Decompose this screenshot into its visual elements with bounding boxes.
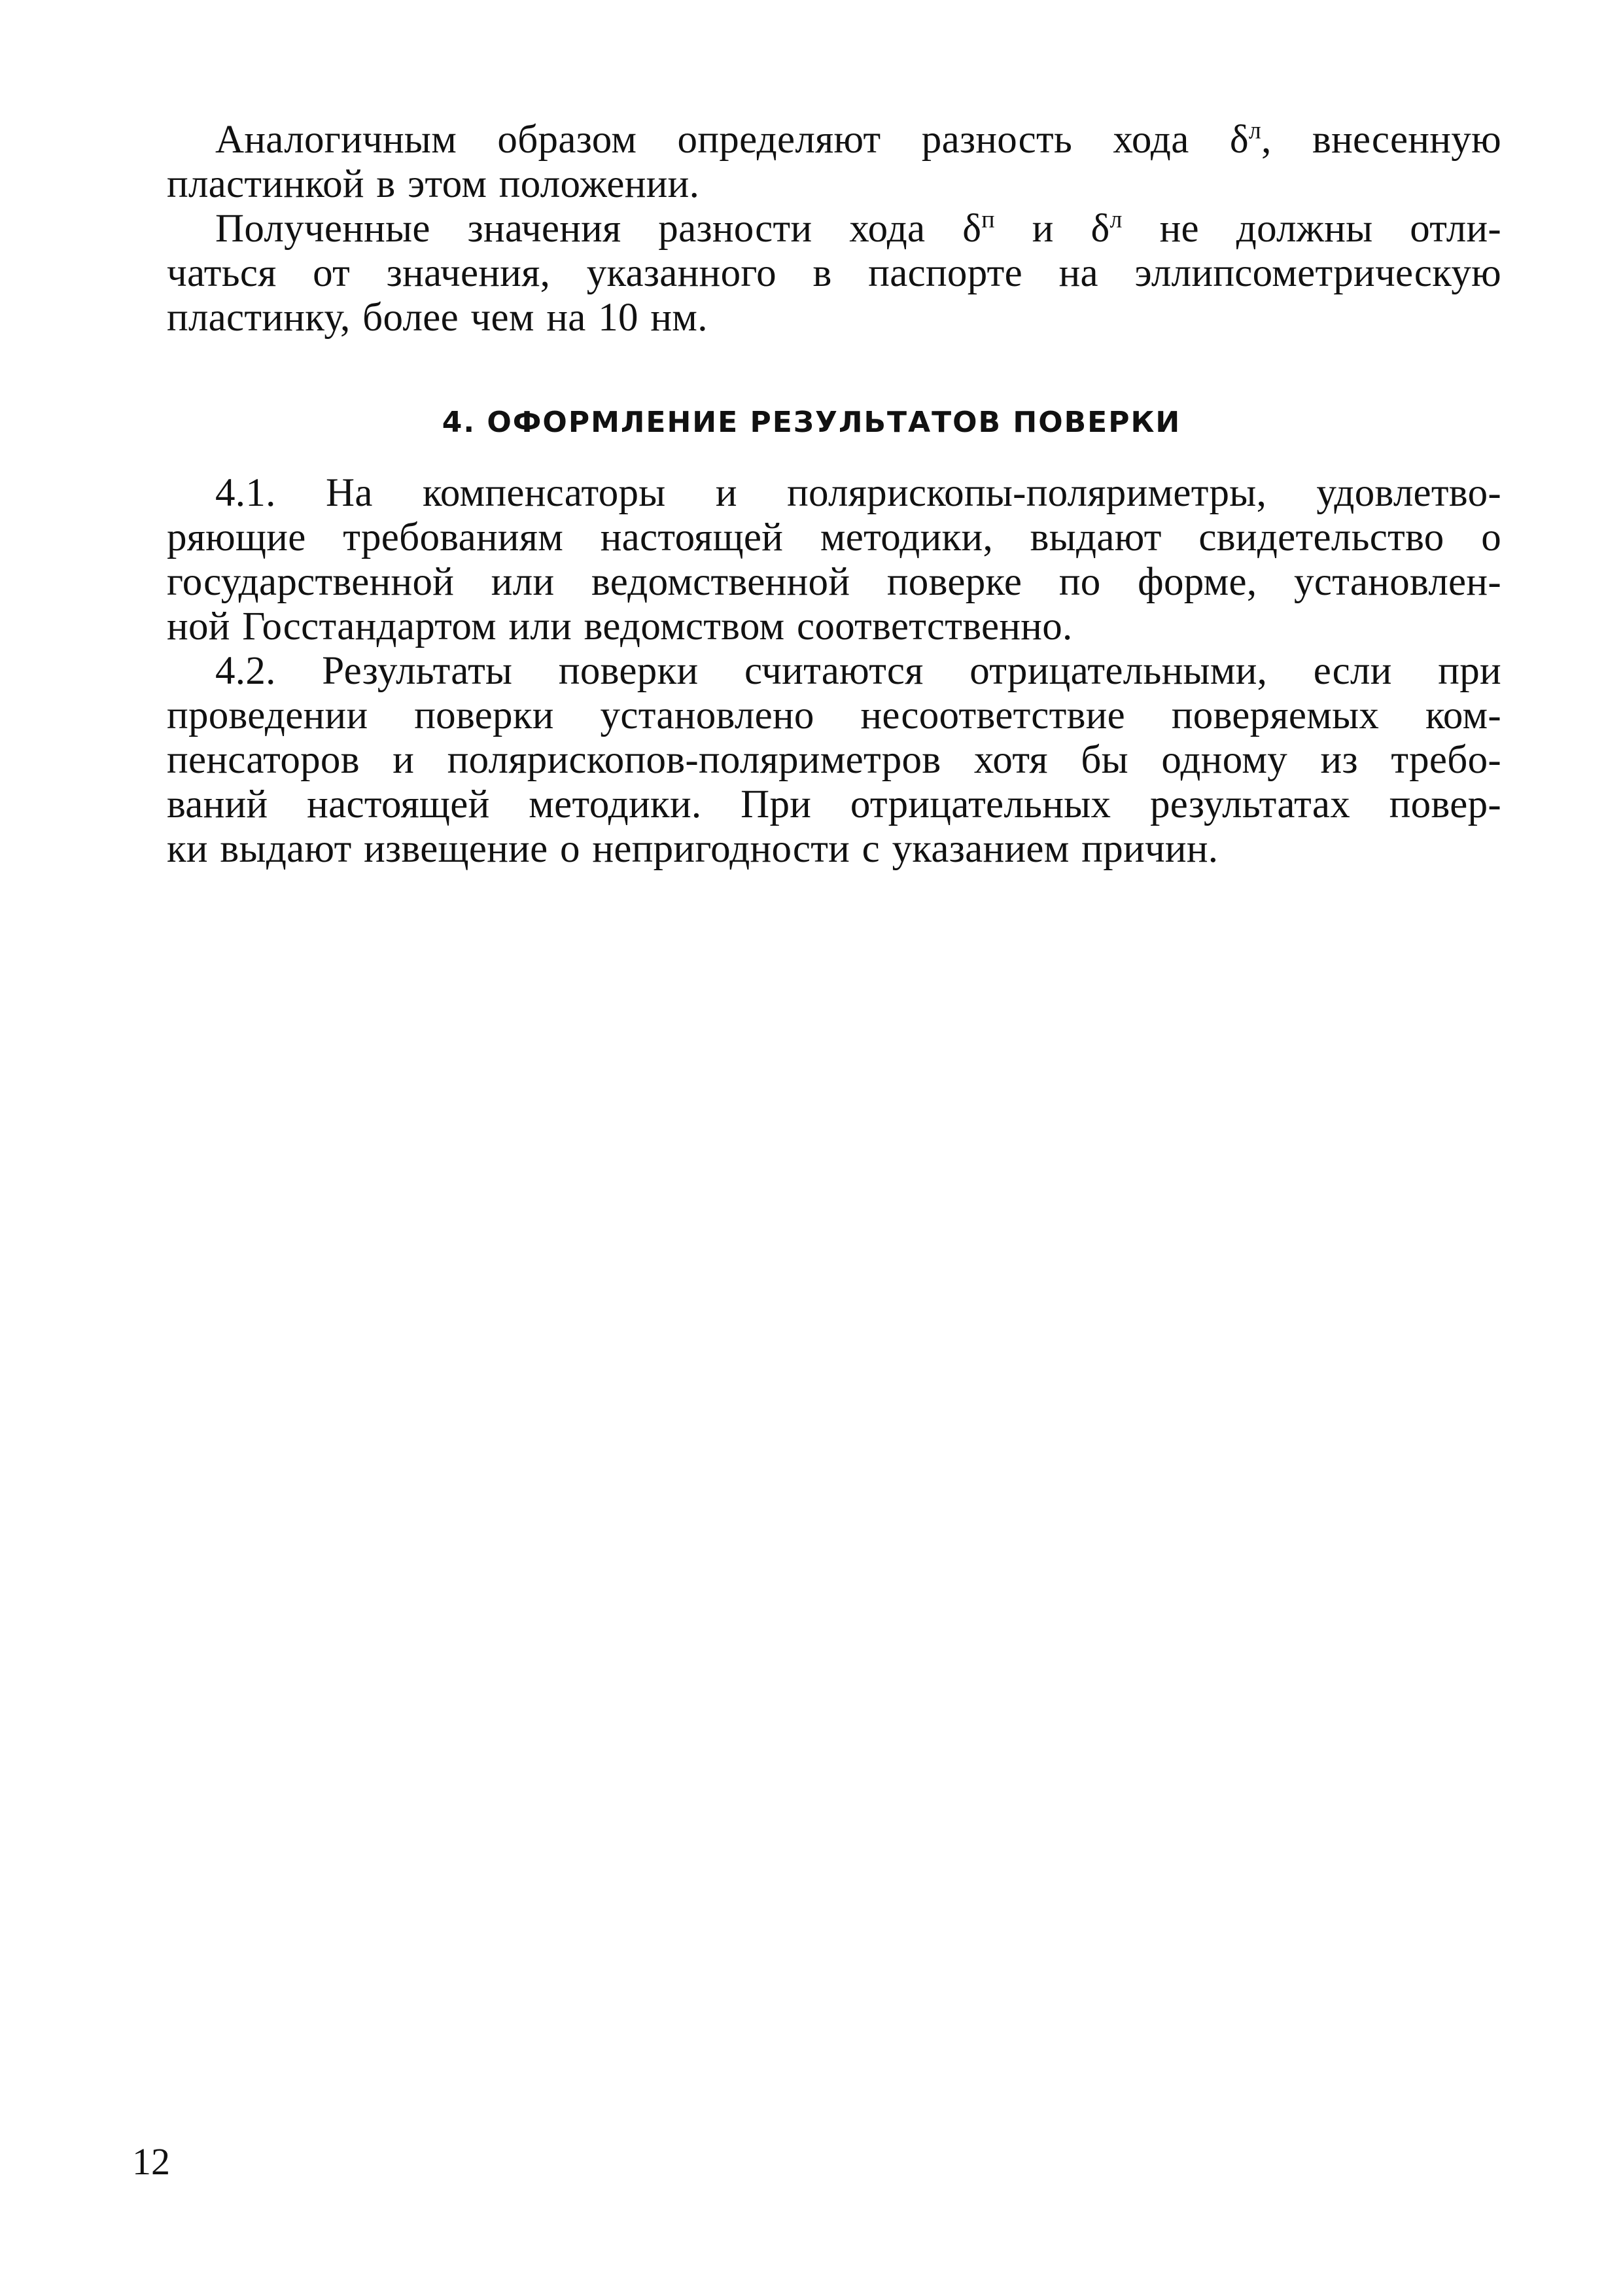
paragraph-obtained-values: Полученные значения разности хода $\delta^п$ и $\delta^л$ не должны отли- чаться от значения, указанного в паспорте на эллипсометрическую пластинку, более чем на 10 нм. bbox=[167, 205, 1502, 340]
page-number: 12 bbox=[132, 2140, 170, 2183]
section3-tail bbox=[167, 118, 1501, 340]
section-heading: 4. ОФОРМЛЕНИЕ РЕЗУЛЬТАТОВ ПОВЕРКИ bbox=[442, 406, 1181, 439]
section4-body bbox=[167, 471, 1501, 872]
paragraph-4-2: 4.2. Результаты поверки считаются отрицательными, если при проведении поверки установлено несоответствие поверяемых ком- пенсаторов и полярископов-поляриметров хотя бы одному из требо- ваний настоящей методики. При отрицательных результатах повер- ки выдают извещение о непригодности с указанием причин. bbox=[167, 649, 1501, 871]
paragraph-analogous-method: Аналогичным образом определяют разность хода $\delta^л$, внесенную пластинкой в этом положении. bbox=[167, 116, 1501, 206]
paragraph-4-1: 4.1. На компенсаторы и полярископы-поляриметры, удовлетво- ряющие требованиям настоящей методики, выдают свидетельство о государственной или ведомственной поверке по форме, установлен- ной Госстандартом или ведомством соответственно. bbox=[167, 471, 1501, 648]
